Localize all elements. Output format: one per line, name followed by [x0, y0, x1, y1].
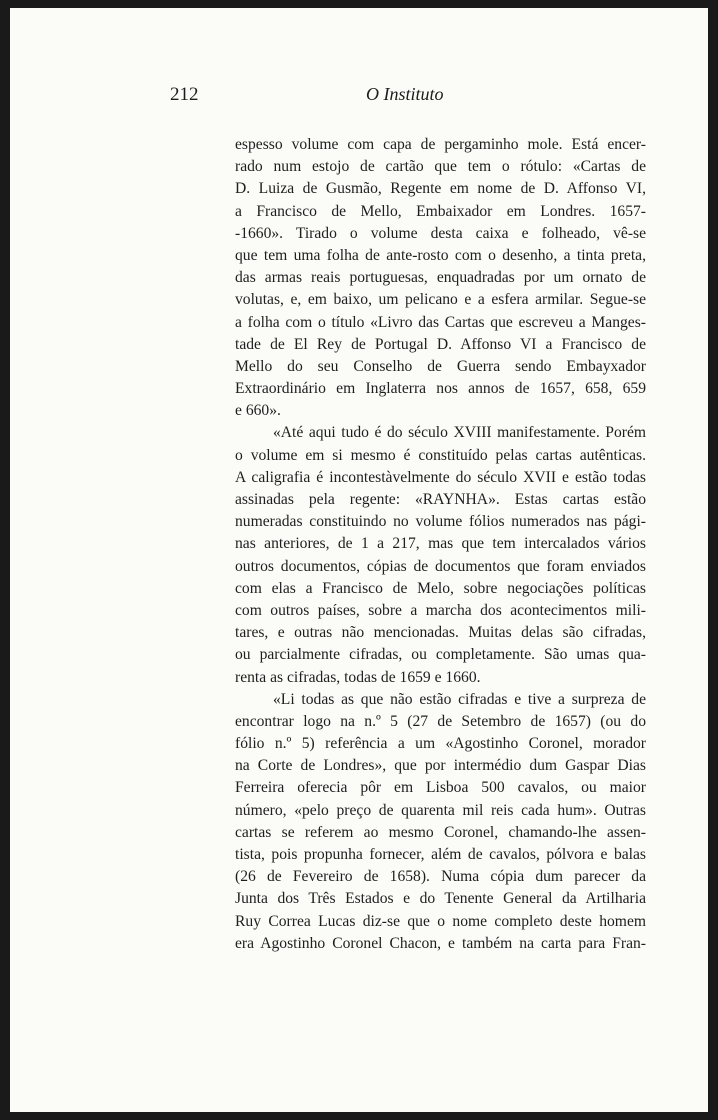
text-line: nas anteriores, de 1 a 217, mas que tem intercalados vários — [235, 535, 646, 553]
text-line: Ferreira oferecia pôr em Lisboa 500 cavalos, ou maior — [235, 779, 646, 797]
text-line: -1660». Tirado o volume desta caixa e folheado, vê-se — [235, 224, 646, 242]
text-line: volutas, e, em baixo, um pelicano e a esfera armilar. Segue-se — [235, 291, 646, 309]
text-line: tista, pois propunha fornecer, além de cavalos, pólvora e balas — [235, 846, 646, 863]
text-line: Ruy Correa Lucas diz-se que o nome completo deste homem — [235, 912, 646, 930]
document-page — [10, 8, 708, 1112]
text-line: das armas reais portuguesas, enquadradas por um ornato de — [235, 269, 646, 287]
text-line: Junta dos Três Estados e do Tenente General da Artilharia — [235, 890, 646, 908]
text-line: era Agostinho Coronel Chacon, e também na carta para Fran- — [235, 934, 646, 952]
text-line: A caligrafia é incontestàvelmente do século XVII e estão todas — [235, 468, 646, 486]
text-line: numeradas constituindo no volume fólios numerados nas pági- — [235, 513, 646, 531]
page-number: 212 — [170, 84, 199, 105]
paragraph — [235, 689, 646, 955]
text-line: o volume em si mesmo é constituído pelas cartas autênticas. — [235, 446, 646, 464]
text-line: a folha com o título «Livro das Cartas que escreveu a Manges- — [235, 313, 646, 331]
text-line: a Francisco de Mello, Embaixador em Londres. 1657- — [235, 202, 646, 220]
text-line: com outros países, sobre a marcha dos acontecimentos mili- — [235, 601, 646, 619]
text-line: e 660». — [235, 402, 281, 420]
text-line: «Li todas as que não estão cifradas e tive a surpreza de — [273, 690, 646, 708]
page-header — [10, 84, 708, 114]
text-line: rado num estojo de cartão que tem o rótulo: «Cartas de — [235, 158, 646, 176]
text-line: cartas se referem ao mesmo Coronel, chamando-lhe assen- — [235, 823, 646, 841]
text-line: fólio n.º 5) referência a um «Agostinho Coronel, morador — [235, 735, 646, 753]
text-line: que tem uma folha de ante-rosto com o desenho, a tinta preta, — [235, 246, 646, 264]
text-line: renta as cifradas, todas de 1659 e 1660. — [235, 668, 481, 686]
text-line: Mello do seu Conselho de Guerra sendo Embayxador — [235, 357, 646, 375]
text-line: tade de El Rey de Portugal D. Affonso VI a Francisco de — [235, 335, 646, 353]
text-line: (26 de Fevereiro de 1658). Numa cópia dum parecer da — [235, 868, 646, 886]
body-text — [235, 134, 646, 955]
paragraph — [235, 134, 646, 422]
paragraph — [235, 422, 646, 688]
text-line: número, «pelo preço de quarenta mil reis cada hum». Outras — [235, 801, 646, 819]
text-line: com elas a Francisco de Melo, sobre negociações políticas — [235, 579, 646, 597]
text-line: Extraordinário em Inglaterra nos annos de 1657, 658, 659 — [235, 380, 646, 398]
text-line: «Até aqui tudo é do século XVIII manifestamente. Porém — [273, 424, 646, 442]
text-line: outros documentos, cópias de documentos que foram enviados — [235, 557, 646, 575]
text-line: tares, e outras não mencionadas. Muitas delas são cifradas, — [235, 624, 646, 642]
text-line: espesso volume com capa de pergaminho mole. Está encer- — [235, 136, 646, 153]
text-line: ou parcialmente cifradas, ou completamente. São umas qua- — [235, 646, 646, 664]
text-line: D. Luiza de Gusmão, Regente em nome de D. Affonso VI, — [235, 180, 646, 198]
text-line: assinadas pela regente: «RAYNHA». Estas cartas estão — [235, 491, 646, 508]
running-title: O Instituto — [366, 84, 444, 104]
text-line: encontrar logo na n.º 5 (27 de Setembro de 1657) (ou do — [235, 712, 646, 730]
text-line: na Corte de Londres», que por intermédio dum Gaspar Dias — [235, 757, 646, 775]
